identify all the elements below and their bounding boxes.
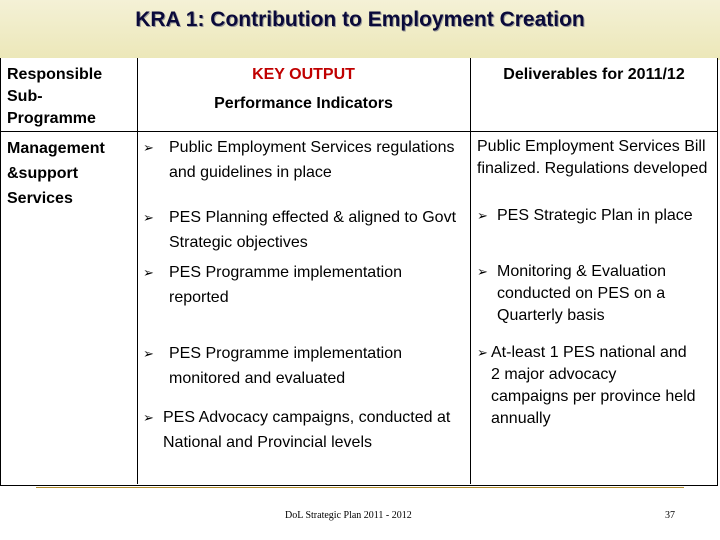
col-divider-1 [137, 58, 138, 484]
footer-source: DoL Strategic Plan 2011 - 2012 [285, 510, 412, 521]
slide-title: KRA 1: Contribution to Employment Creation [135, 8, 585, 31]
header-key-output: KEY OUTPUT [252, 66, 355, 83]
kra-table: Responsible Sub-Programme KEY OUTPUT Performance Indicators Deliverables for 2011/12 Management &support Services ➢ Public Employment Services regulations and guidelines in place ➢ PES Planning effected & aligned to Govt Strategic objectives ➢ PES Programme implementation reported ➢ PES Programme implementation monitored and evaluated ➢ PES Advocacy campaigns, conducted at National and Provincial levels Public Employment Services Bill finalized. Regulations developed ➢ PES Strategic Plan in place ➢ Monitoring & Evaluation conducted on PES on a Quarterly basis ➢ At-least 1 PES national and 2 major advocacy campaigns per province held annually [0, 58, 718, 486]
deliverable-item: Public Employment Services Bill finalized. Regulations developed [477, 138, 708, 177]
arrow-bullet-icon: ➢ [477, 208, 488, 223]
header-performance-indicators: Performance Indicators [214, 95, 393, 112]
header-bottom-rule [1, 131, 717, 132]
header-sub-programme: Responsible Sub-Programme [7, 66, 103, 127]
arrow-bullet-icon: ➢ [143, 410, 154, 425]
footer-rule [36, 487, 684, 488]
col-divider-2 [470, 58, 471, 484]
arrow-bullet-icon: ➢ [477, 264, 488, 279]
page-number: 37 [665, 510, 675, 521]
header-deliverables: Deliverables for 2011/12 [503, 66, 685, 83]
arrow-bullet-icon: ➢ [143, 346, 154, 361]
arrow-bullet-icon: ➢ [477, 345, 488, 360]
sub-programme-name: Management &support Services [7, 140, 105, 207]
arrow-bullet-icon: ➢ [143, 210, 154, 225]
arrow-bullet-icon: ➢ [143, 140, 154, 155]
arrow-bullet-icon: ➢ [143, 265, 154, 280]
